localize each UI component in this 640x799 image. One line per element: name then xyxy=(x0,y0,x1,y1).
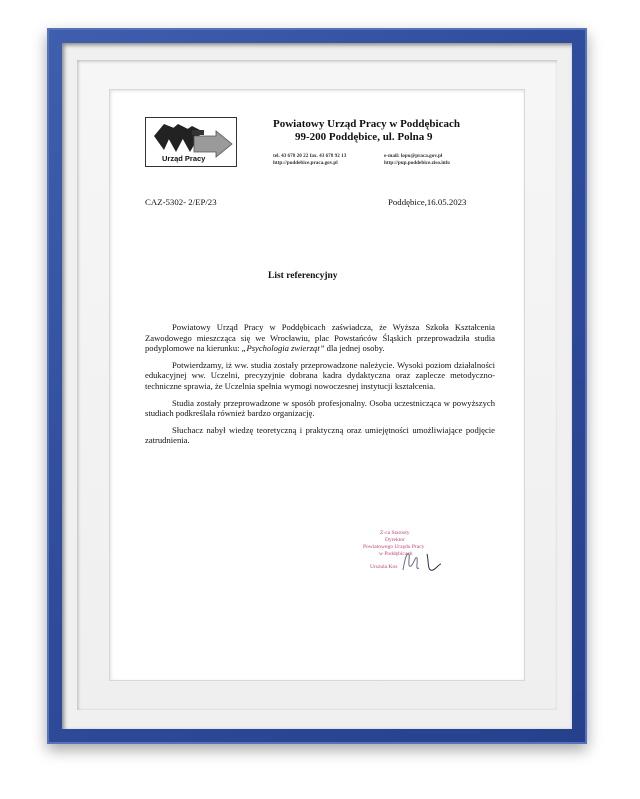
stamp-line-3: Powiatowego Urzędu Pracy xyxy=(363,544,425,550)
reference-number: CAZ-5302- 2/EP/23 xyxy=(145,197,217,207)
paragraph-1-text: Powiatowy Urząd Pracy w Poddębicach zaświadcza, że Wyższa Szkoła Kształcenia Zawodowego mieszcząca się we Wrocławiu, plac Powstańców Śląskich przeprowadziła studia podyplomowe na kierunku: xyxy=(145,322,495,354)
website-gov: http://poddebice.praca.gov.pl xyxy=(273,160,338,166)
organization-name: Powiatowy Urząd Pracy w Poddębicach xyxy=(273,118,460,130)
paragraph-1-end: dla jednej osoby. xyxy=(324,343,385,354)
paragraph-3: Studia zostały przeprowadzone w sposób profesjonalny. Osoba uczestnicząca w powyższych studiach podkreślała również bardzo organizację. xyxy=(145,397,495,419)
official-stamp xyxy=(355,528,450,584)
paragraph-1 xyxy=(145,322,495,354)
website-bip: http://pup.poddebice.ziso.info xyxy=(384,160,450,166)
stamp-line-4: w Poddębicach xyxy=(379,551,413,557)
signature-icon xyxy=(355,528,450,584)
phone-fax: tel. 43 678 20 22 fax. 43 678 92 13 xyxy=(273,153,347,159)
organization-address: 99-200 Poddębice, ul. Polna 9 xyxy=(295,131,433,143)
logo-text: Urząd Pracy xyxy=(162,154,206,163)
paragraph-4: Słuchacz nabył wiedzę teoretyczną i praktyczną oraz umiejętności umożliwiające podjęcie zatrudnienia. xyxy=(145,424,495,446)
course-name: „Psychologia zwierząt” xyxy=(241,343,325,354)
email: e-mail: lopo@praca.gov.pl xyxy=(384,153,443,159)
stamp-line-2: Dyrektor xyxy=(385,537,405,543)
urzad-pracy-logo xyxy=(145,117,237,167)
stamp-line-1: Z-ca Starosty xyxy=(380,530,410,536)
letter-title: List referencyjny xyxy=(268,271,338,281)
paragraph-2: Potwierdzamy, iż ww. studia zostały przeprowadzone należycie. Wysoki poziom działalności edukacyjnej ww. Uczelni, precyzyjnie dobrana kadra dydaktyczna oraz zaplecze metodyczno-techniczne sprawia, że Uczelnia spełnia wymogi nowoczesnej instytucji kształcenia. xyxy=(145,359,495,391)
letter-body xyxy=(145,322,495,452)
stamp-line-5: Urszula Kos xyxy=(370,564,398,570)
place-and-date: Poddębice,16.05.2023 xyxy=(388,197,467,207)
